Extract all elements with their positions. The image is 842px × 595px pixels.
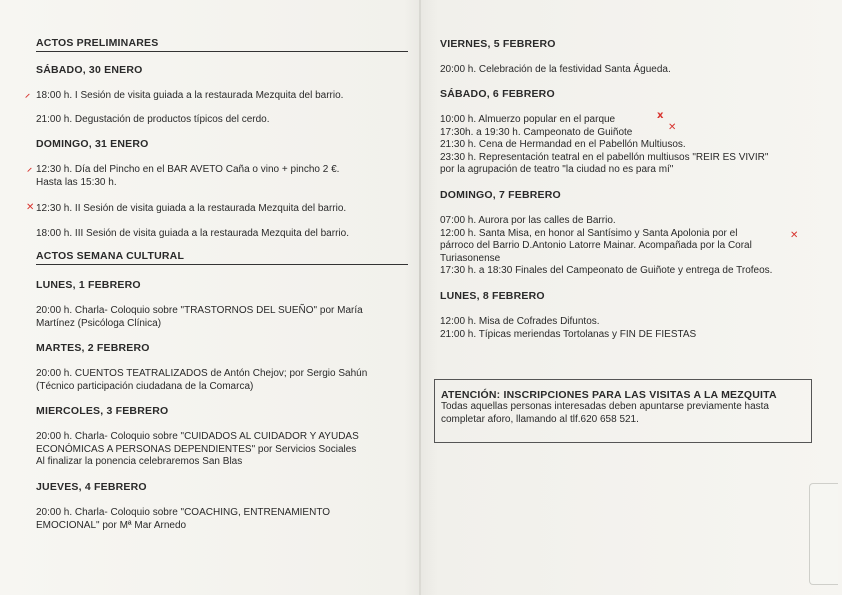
event-item: 12:00 h. Misa de Cofrades Difuntos. 21:00 h. Típicas meriendas Tortolanas y FIN DE FIESTAS [440,316,697,340]
day-heading: MARTES, 2 FEBRERO [36,342,150,354]
handwritten-x-mark-icon: x [657,110,664,121]
day-heading: DOMINGO, 7 FEBRERO [440,189,561,201]
day-heading: MIERCOLES, 3 FEBRERO [36,405,169,417]
section-title-preliminares: ACTOS PRELIMINARES [36,37,408,52]
day-heading: VIERNES, 5 FEBRERO [440,38,556,50]
handwritten-x-mark-icon: ✕ [668,122,677,133]
page-corner-tab [809,483,838,585]
notice-text: Todas aquellas personas interesadas deben apuntarse previamente hasta completar aforo, llamando al tlf.620 658 521. [441,401,769,425]
day-heading: SÁBADO, 30 ENERO [36,64,143,76]
day-heading: JUEVES, 4 FEBRERO [36,481,147,493]
day-heading: LUNES, 8 FEBRERO [440,290,545,302]
day-heading: LUNES, 1 FEBRERO [36,279,141,291]
event-item: 18:00 h. III Sesión de visita guiada a la restaurada Mezquita del barrio. [36,228,349,239]
day-heading: SÁBADO, 6 FEBRERO [440,88,555,100]
event-item: 12:30 h. II Sesión de visita guiada a la restaurada Mezquita del barrio. [36,203,347,214]
section-title-semana-cultural: ACTOS SEMANA CULTURAL [36,250,408,265]
handwritten-x-mark-icon: ✕ [26,202,35,213]
handwritten-x-mark-icon: ✕ [790,230,799,241]
day-heading: DOMINGO, 31 ENERO [36,138,149,150]
notice-box [434,379,812,443]
event-item: 20:00 h. Charla- Coloquio sobre "TRASTORNOS DEL SUEÑO" por María Martínez (Psicóloga Clínica) [36,305,363,329]
event-item: 20:00 h. Charla- Coloquio sobre "CUIDADOS AL CUIDADOR Y AYUDAS ECONÓMICAS A PERSONAS DEPENDIENTES" por Servicios Sociales Al finalizar la ponencia celebraremos San Blas [36,431,359,467]
notice-title: ATENCIÓN: INSCRIPCIONES PARA LAS VISITAS A LA MEZQUITA [441,389,777,401]
event-item: 20:00 h. Celebración de la festividad Santa Águeda. [440,64,671,75]
handwritten-tick-mark-icon: ⸍ [25,93,30,104]
event-item: 20:00 h. Charla- Coloquio sobre "COACHING, ENTRENAMIENTO EMOCIONAL" por Mª Mar Arnedo [36,507,331,531]
event-item: 12:30 h. Día del Pincho en el BAR AVETO Caña o vino + pincho 2 €. Hasta las 15:30 h. [36,164,340,188]
handwritten-tick-mark-icon: ⸍ [27,167,32,178]
page-fold [419,0,421,595]
event-item: 21:00 h. Degustación de productos típicos del cerdo. [36,114,270,125]
event-item: 18:00 h. I Sesión de visita guiada a la restaurada Mezquita del barrio. [36,90,344,101]
event-item: 07:00 h. Aurora por las calles de Barrio. 12:00 h. Santa Misa, en honor al Santísimo y Santa Apolonia por el párroco del Barrio D.Antonio Latorre Mainar. Acompañada por la Coral Turiasonense 17:30 h. a 18:30 Finales del Campeonato de Guiñote y entrega de Trofeos. [440,215,773,276]
event-item: 10:00 h. Almuerzo popular en el parque 17:30h. a 19:30 h. Campeonato de Guiñote 21:30 h. Cena de Hermandad en el Pabellón Multiusos. 23:30 h. Representación teatral en el pabellón multiusos "REIR ES VIVIR" por la agrupación de teatro "la ciudad no es para mí" [440,114,769,175]
event-item: 20:00 h. CUENTOS TEATRALIZADOS de Antón Chejov; por Sergio Sahún (Técnico participación ciudadana de la Comarca) [36,368,368,392]
